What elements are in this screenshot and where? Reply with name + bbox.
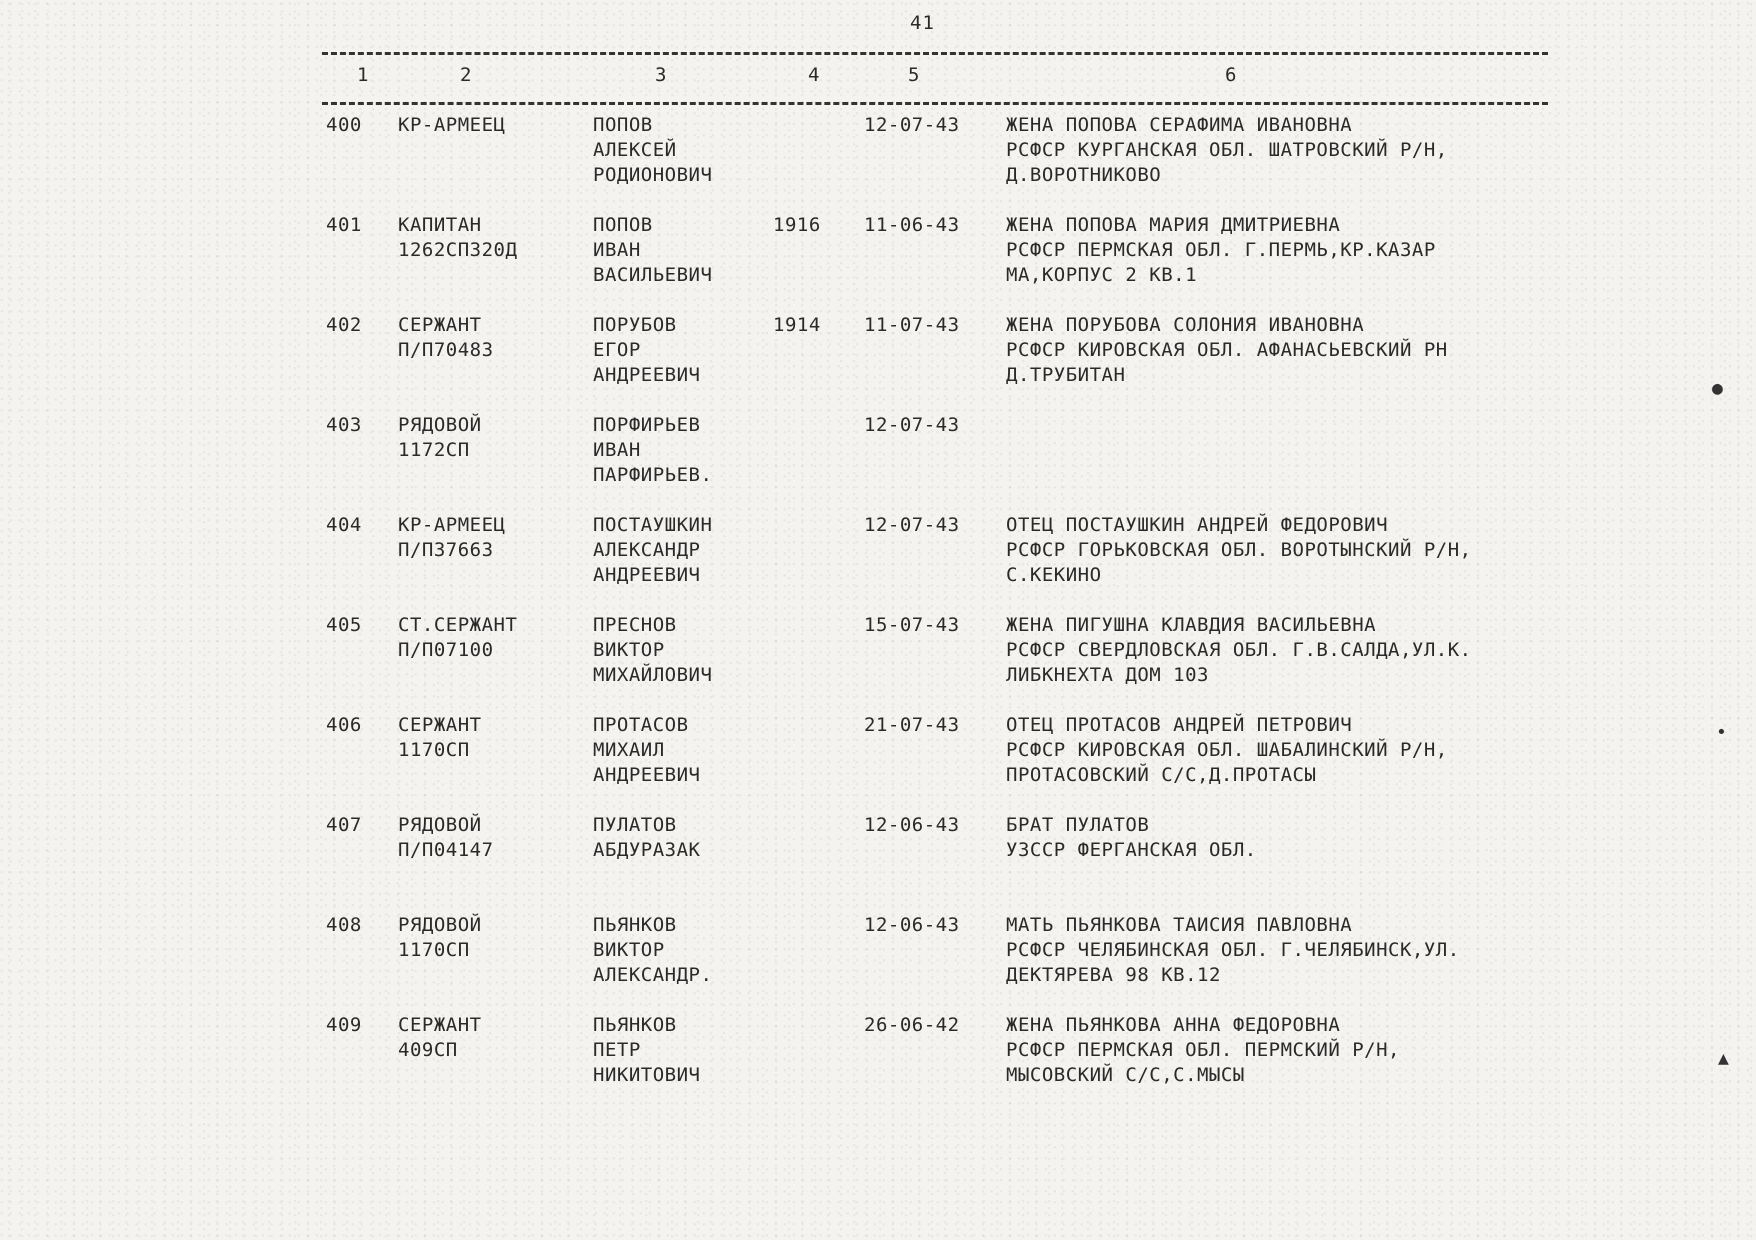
full-name-line: ВАСИЛЬЕВИЧ [593, 264, 713, 286]
full-name [593, 713, 700, 788]
relative-address-line: РСФСР ГОРЬКОВСКАЯ ОБЛ. ВОРОТЫНСКИЙ Р/Н, [1006, 539, 1472, 561]
scan-mark-bottom: ▲ [1718, 1048, 1729, 1069]
relative-address-line: БРАТ ПУЛАТОВ [1006, 814, 1150, 836]
rank-unit-line: 1170СП [398, 939, 470, 961]
rank-unit [398, 913, 482, 963]
relative-address [1006, 513, 1472, 588]
full-name [593, 1013, 700, 1088]
rank-unit-line: П/П04147 [398, 839, 494, 861]
full-name-line: МИХАЙЛОВИЧ [593, 664, 713, 686]
column-number-1: 1 [357, 64, 369, 86]
relative-address-line: С.КЕКИНО [1006, 564, 1102, 586]
relative-address-line: РСФСР КИРОВСКАЯ ОБЛ. ШАБАЛИНСКИЙ Р/Н, [1006, 739, 1448, 761]
full-name-line: АЛЕКСЕЙ [593, 139, 677, 161]
date: 12-07-43 [864, 114, 960, 136]
record-row [0, 713, 1756, 813]
rank-unit-line: КР-АРМЕЕЦ [398, 114, 506, 136]
full-name [593, 513, 712, 588]
date: 26-06-42 [864, 1014, 960, 1036]
relative-address-line: УЗССР ФЕРГАНСКАЯ ОБЛ. [1006, 839, 1257, 861]
full-name-line: ПОРФИРЬЕВ [593, 414, 701, 436]
record-row [0, 813, 1756, 913]
relative-address [1006, 913, 1460, 988]
rank-unit-line: РЯДОВОЙ [398, 414, 482, 436]
full-name-line: ВИКТОР [593, 939, 665, 961]
full-name-line: НИКИТОВИЧ [593, 1064, 701, 1086]
relative-address [1006, 813, 1257, 863]
relative-address-line: РСФСР СВЕРДЛОВСКАЯ ОБЛ. Г.В.САЛДА,УЛ.К. [1006, 639, 1472, 661]
relative-address [1006, 113, 1448, 188]
full-name-line: ВИКТОР [593, 639, 665, 661]
full-name-line: АНДРЕЕВИЧ [593, 764, 701, 786]
date: 12-07-43 [864, 414, 960, 436]
rank-unit [398, 713, 482, 763]
relative-address [1006, 713, 1448, 788]
date: 11-07-43 [864, 314, 960, 336]
relative-address-line: РСФСР КУРГАНСКАЯ ОБЛ. ШАТРОВСКИЙ Р/Н, [1006, 139, 1448, 161]
birth-year: 1914 [773, 314, 821, 336]
full-name [593, 213, 712, 288]
rank-unit-line: 1172СП [398, 439, 470, 461]
rank-unit [398, 1013, 482, 1063]
record-row [0, 313, 1756, 413]
rank-unit-line: СЕРЖАНТ [398, 714, 482, 736]
header-bottom-rule [322, 102, 1548, 105]
page-number: 41 [910, 12, 935, 34]
rank-unit-line: КР-АРМЕЕЦ [398, 514, 506, 536]
date: 12-06-43 [864, 814, 960, 836]
column-number-4: 4 [808, 64, 820, 86]
relative-address-line: ЖЕНА ПИГУШНА КЛАВДИЯ ВАСИЛЬЕВНА [1006, 614, 1377, 636]
record-row [0, 213, 1756, 313]
rank-unit-line: П/П07100 [398, 639, 494, 661]
relative-address-line: ЖЕНА ПЬЯНКОВА АННА ФЕДОРОВНА [1006, 1014, 1341, 1036]
rank-unit-line: П/П37663 [398, 539, 494, 561]
relative-address [1006, 613, 1472, 688]
full-name-line: ПОПОВ [593, 214, 653, 236]
record-number: 405 [326, 614, 362, 636]
relative-address-line: Д.ВОРОТНИКОВО [1006, 164, 1162, 186]
record-row [0, 113, 1756, 213]
relative-address-line: ПРОТАСОВСКИЙ С/С,Д.ПРОТАСЫ [1006, 764, 1317, 786]
rank-unit [398, 813, 494, 863]
rank-unit-line: 1262СП320Д [398, 239, 518, 261]
full-name-line: РОДИОНОВИЧ [593, 164, 713, 186]
full-name [593, 113, 712, 188]
relative-address-line: МА,КОРПУС 2 КВ.1 [1006, 264, 1198, 286]
date: 15-07-43 [864, 614, 960, 636]
rank-unit-line: П/П70483 [398, 339, 494, 361]
relative-address-line: ЖЕНА ПОРУБОВА СОЛОНИЯ ИВАНОВНА [1006, 314, 1365, 336]
column-number-3: 3 [655, 64, 667, 86]
relative-address-line: РСФСР КИРОВСКАЯ ОБЛ. АФАНАСЬЕВСКИЙ РН [1006, 339, 1448, 361]
relative-address-line: ОТЕЦ ПРОТАСОВ АНДРЕЙ ПЕТРОВИЧ [1006, 714, 1353, 736]
rank-unit [398, 513, 505, 563]
full-name-line: ИВАН [593, 239, 641, 261]
record-row [0, 513, 1756, 613]
full-name [593, 313, 700, 388]
full-name-line: ПАРФИРЬЕВ. [593, 464, 713, 486]
full-name-line: МИХАИЛ [593, 739, 665, 761]
rank-unit-line: 1170СП [398, 739, 470, 761]
full-name-line: ПЬЯНКОВ [593, 1014, 677, 1036]
rank-unit-line: 409СП [398, 1039, 458, 1061]
record-row [0, 413, 1756, 513]
full-name-line: АНДРЕЕВИЧ [593, 364, 701, 386]
rank-unit [398, 413, 482, 463]
rank-unit-line: СТ.СЕРЖАНТ [398, 614, 518, 636]
relative-address-line: РСФСР ПЕРМСКАЯ ОБЛ. ПЕРМСКИЙ Р/Н, [1006, 1039, 1400, 1061]
record-row [0, 1013, 1756, 1113]
rank-unit-line: КАПИТАН [398, 214, 482, 236]
record-number: 403 [326, 414, 362, 436]
record-number: 407 [326, 814, 362, 836]
record-row [0, 613, 1756, 713]
column-number-2: 2 [460, 64, 472, 86]
full-name [593, 413, 712, 488]
relative-address-line: РСФСР ПЕРМСКАЯ ОБЛ. Г.ПЕРМЬ,КР.КАЗАР [1006, 239, 1436, 261]
relative-address-line: ДЕКТЯРЕВА 98 КВ.12 [1006, 964, 1221, 986]
record-number: 402 [326, 314, 362, 336]
full-name-line: АНДРЕЕВИЧ [593, 564, 701, 586]
full-name-line: ПОПОВ [593, 114, 653, 136]
rank-unit [398, 213, 517, 263]
relative-address-line: РСФСР ЧЕЛЯБИНСКАЯ ОБЛ. Г.ЧЕЛЯБИНСК,УЛ. [1006, 939, 1460, 961]
header-top-rule [322, 52, 1548, 55]
relative-address-line: Д.ТРУБИТАН [1006, 364, 1126, 386]
date: 12-06-43 [864, 914, 960, 936]
relative-address [1006, 313, 1448, 388]
full-name-line: ПЕТР [593, 1039, 641, 1061]
full-name [593, 613, 712, 688]
full-name-line: ПЬЯНКОВ [593, 914, 677, 936]
date: 21-07-43 [864, 714, 960, 736]
record-number: 406 [326, 714, 362, 736]
rank-unit-line: РЯДОВОЙ [398, 814, 482, 836]
relative-address-line: ЛИБКНЕХТА ДОМ 103 [1006, 664, 1209, 686]
relative-address-line: МАТЬ ПЬЯНКОВА ТАИСИЯ ПАВЛОВНА [1006, 914, 1353, 936]
rank-unit [398, 613, 517, 663]
rank-unit-line: СЕРЖАНТ [398, 314, 482, 336]
full-name-line: ПУЛАТОВ [593, 814, 677, 836]
record-number: 408 [326, 914, 362, 936]
date: 11-06-43 [864, 214, 960, 236]
record-row [0, 913, 1756, 1013]
record-number: 401 [326, 214, 362, 236]
full-name [593, 813, 700, 863]
relative-address-line: МЫСОВСКИЙ С/С,С.МЫСЫ [1006, 1064, 1245, 1086]
full-name-line: АЛЕКСАНДР [593, 539, 701, 561]
rank-unit [398, 313, 494, 363]
rank-unit [398, 113, 505, 138]
full-name-line: ПОСТАУШКИН [593, 514, 713, 536]
column-number-5: 5 [908, 64, 920, 86]
record-number: 409 [326, 1014, 362, 1036]
full-name-line: ИВАН [593, 439, 641, 461]
column-number-6: 6 [1225, 64, 1237, 86]
full-name-line: ПОРУБОВ [593, 314, 677, 336]
full-name-line: АЛЕКСАНДР. [593, 964, 713, 986]
scan-mark-top: ● [1712, 378, 1723, 399]
relative-address [1006, 213, 1436, 288]
relative-address-line: ОТЕЦ ПОСТАУШКИН АНДРЕЙ ФЕДОРОВИЧ [1006, 514, 1389, 536]
record-number: 404 [326, 514, 362, 536]
scan-mark-middle: • [1716, 722, 1727, 743]
full-name-line: ПРЕСНОВ [593, 614, 677, 636]
birth-year: 1916 [773, 214, 821, 236]
record-number: 400 [326, 114, 362, 136]
date: 12-07-43 [864, 514, 960, 536]
relative-address [1006, 1013, 1400, 1088]
relative-address-line: ЖЕНА ПОПОВА МАРИЯ ДМИТРИЕВНА [1006, 214, 1341, 236]
full-name [593, 913, 712, 988]
rank-unit-line: РЯДОВОЙ [398, 914, 482, 936]
rank-unit-line: СЕРЖАНТ [398, 1014, 482, 1036]
full-name-line: ЕГОР [593, 339, 641, 361]
full-name-line: АБДУРАЗАК [593, 839, 701, 861]
relative-address-line: ЖЕНА ПОПОВА СЕРАФИМА ИВАНОВНА [1006, 114, 1353, 136]
full-name-line: ПРОТАСОВ [593, 714, 689, 736]
